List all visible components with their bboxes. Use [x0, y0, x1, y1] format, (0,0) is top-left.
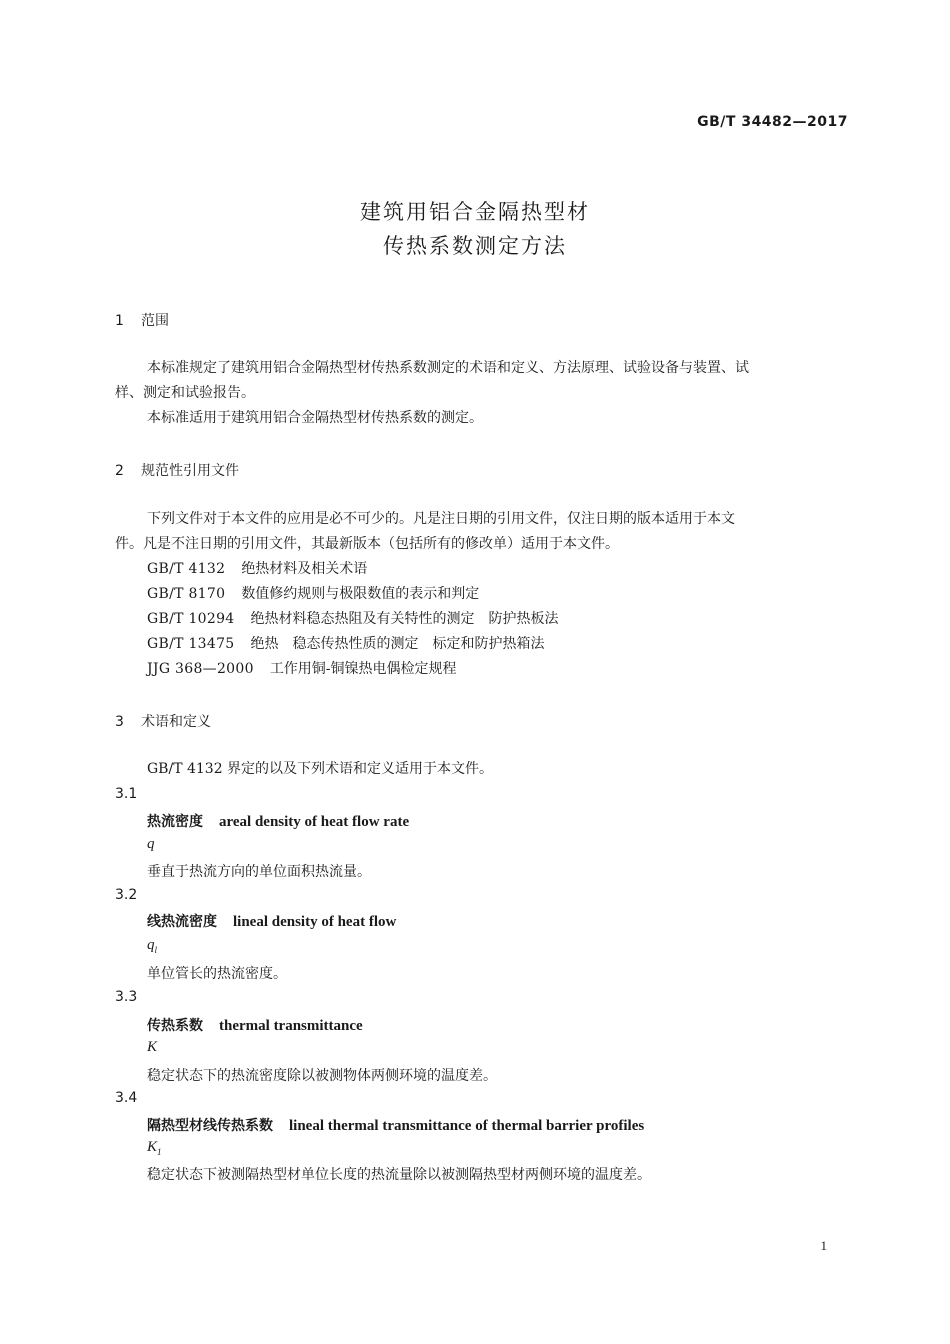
standard-code: GB/T 34482—2017 [697, 114, 848, 130]
symbol-base: K [147, 1139, 158, 1155]
document-title-line2: 传热系数测定方法 [383, 234, 567, 258]
section-2-para1-line2: 件。凡是不注日期的引用文件，其最新版本（包括所有的修改单）适用于本文件。 [115, 536, 619, 552]
term-symbol [147, 836, 155, 854]
reference-item [147, 557, 367, 582]
section-1-heading [115, 310, 169, 330]
symbol-subscript: 1 [157, 1147, 162, 1157]
section-3-heading [115, 711, 211, 731]
document-title-line1: 建筑用铝合金隔热型材 [360, 200, 590, 224]
section-number: 2 [115, 463, 124, 479]
term-definition: 单位管长的热流密度。 [147, 966, 287, 982]
term-symbol [147, 1039, 157, 1057]
term-number: 3.2 [115, 887, 138, 903]
symbol-base: q [147, 937, 155, 953]
term-definition: 稳定状态下被测隔热型材单位长度的热流量除以被测隔热型材两侧环境的温度差。 [147, 1167, 651, 1183]
section-title: 规范性引用文件 [141, 463, 239, 479]
reference-item [147, 607, 559, 632]
term-heading [147, 911, 396, 931]
section-2-para1-line1: 下列文件对于本文件的应用是必不可少的。凡是注日期的引用文件，仅注日期的版本适用于本文 [147, 511, 735, 527]
symbol-base: K [147, 1039, 158, 1055]
term-symbol [147, 937, 157, 955]
term-definition: 稳定状态下的热流密度除以被测物体两侧环境的温度差。 [147, 1068, 497, 1084]
term-number: 3.4 [115, 1090, 138, 1106]
reference-item [147, 632, 545, 657]
term-heading [147, 1115, 644, 1135]
term-en: areal density of heat flow rate [219, 814, 410, 830]
reference-title: 绝热 稳态传热性质的测定 标定和防护热箱法 [250, 636, 545, 652]
term-zh: 线热流密度 [147, 914, 217, 930]
term-definition: 垂直于热流方向的单位面积热流量。 [147, 864, 371, 880]
term-en: lineal thermal transmittance of thermal barrier profiles [289, 1118, 645, 1134]
section-1-para1-line1: 本标准规定了建筑用铝合金隔热型材传热系数测定的术语和定义、方法原理、试验设备与装置、试 [147, 360, 749, 376]
term-en: lineal density of heat flow [233, 914, 397, 930]
reference-title: 绝热材料稳态热阻及有关特性的测定 防护热板法 [250, 611, 559, 627]
reference-item [147, 657, 457, 682]
term-number: 3.1 [115, 786, 138, 802]
section-1-para1-line2: 样、测定和试验报告。 [115, 385, 255, 401]
reference-code: GB/T 4132 [147, 561, 226, 577]
reference-code: GB/T 8170 [147, 586, 226, 602]
reference-title: 数值修约规则与极限数值的表示和判定 [241, 586, 480, 602]
section-number: 3 [115, 714, 124, 730]
reference-code: GB/T 10294 [147, 611, 235, 627]
page-number: 1 [820, 1238, 827, 1253]
section-3-intro: GB/T 4132 界定的以及下列术语和定义适用于本文件。 [147, 761, 494, 777]
reference-item [147, 582, 479, 607]
term-zh: 隔热型材线传热系数 [147, 1118, 273, 1134]
symbol-subscript: l [154, 945, 158, 955]
section-title: 术语和定义 [141, 714, 211, 730]
section-2-heading [115, 460, 239, 480]
section-title: 范围 [141, 313, 169, 329]
term-symbol [147, 1139, 162, 1157]
reference-title: 工作用铜-铜镍热电偶检定规程 [269, 661, 457, 677]
term-en: thermal transmittance [219, 1018, 363, 1034]
term-heading [147, 1015, 363, 1035]
symbol-base: q [147, 836, 155, 852]
term-zh: 热流密度 [147, 814, 203, 830]
term-heading [147, 811, 409, 831]
section-number: 1 [115, 313, 124, 329]
reference-code: JJG 368—2000 [147, 661, 254, 677]
term-zh: 传热系数 [147, 1018, 203, 1034]
term-number: 3.3 [115, 989, 138, 1005]
section-1-para2: 本标准适用于建筑用铝合金隔热型材传热系数的测定。 [147, 410, 483, 426]
reference-title: 绝热材料及相关术语 [241, 561, 368, 577]
reference-code: GB/T 13475 [147, 636, 235, 652]
